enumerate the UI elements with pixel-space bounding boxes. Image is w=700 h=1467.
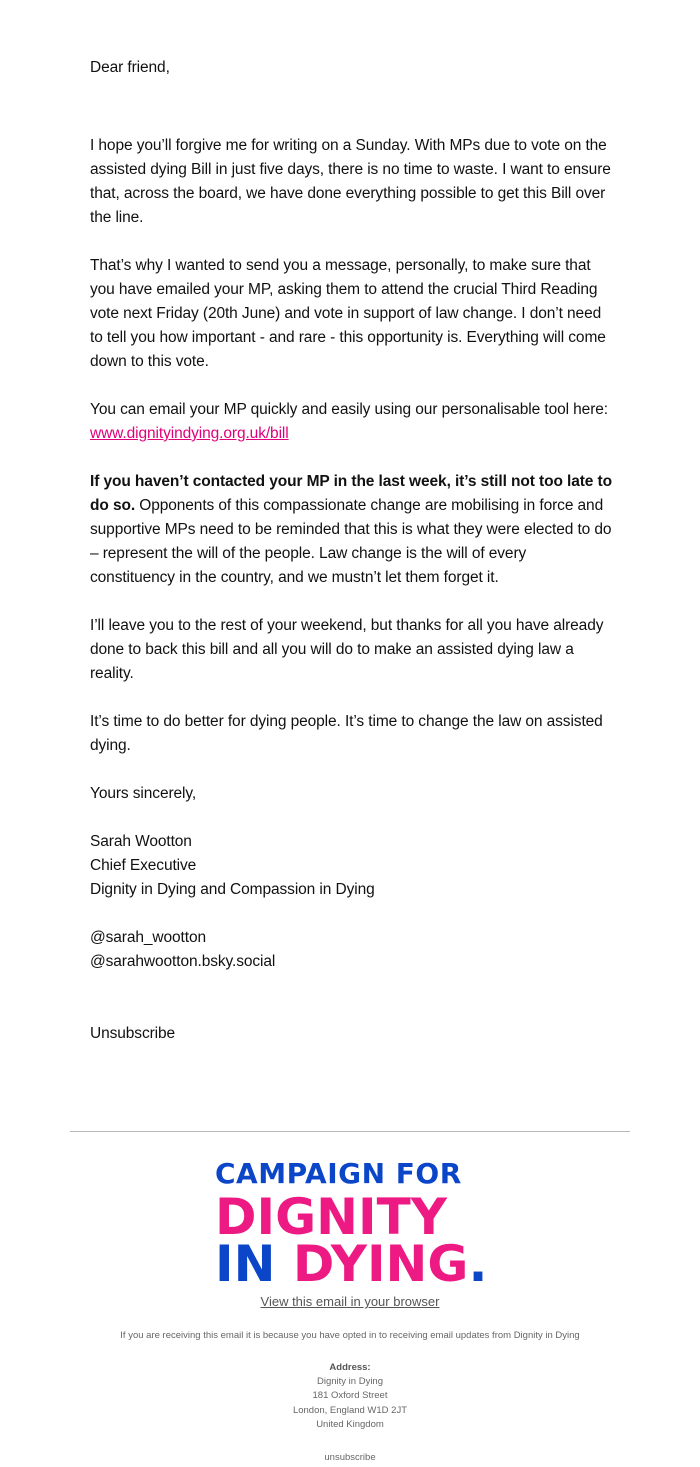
signature-org: Dignity in Dying and Compassion in Dying (90, 881, 375, 898)
footer-divider (70, 1131, 630, 1132)
paragraph-thanks: I’ll leave you to the rest of your weekend, but thanks for all you have already done to back this bill and all you will do to make an assisted dying law a reality. (90, 617, 604, 682)
signature-name: Sarah Wootton (90, 833, 192, 850)
paragraph-tool (90, 398, 615, 446)
paragraph-intro: I hope you’ll forgive me for writing on a Sunday. With MPs due to vote on the assisted dying Bill in just five days, there is no time to waste. I want to ensure that, across the board, we have done everything possible to get this Bill over the line. (90, 137, 611, 226)
postal-address (0, 1361, 700, 1432)
bill-link[interactable]: www.dignityindying.org.uk/bill (90, 425, 289, 442)
urgent-bold-text: If you haven’t contacted your MP in the last week, it’s still not too late to do so. (90, 473, 612, 514)
paragraph-urgent (90, 470, 615, 590)
email-body (90, 56, 615, 1046)
address-line: London, England W1D 2JT (292, 1404, 408, 1416)
logo-word-in: IN (215, 1235, 276, 1293)
urgent-text: Opponents of this compassionate change are mobilising in force and supportive MPs need to be reminded that this is what they were elected to do – represent the will of the people. Law change is the will of every constituency in the country, and we mustn’t let them forget it. (90, 497, 612, 586)
logo-line-dignity: DIGNITY (215, 1188, 447, 1246)
address-line: United Kingdom (316, 1418, 384, 1430)
view-in-browser-link[interactable]: View this email in your browser (260, 1294, 440, 1309)
paragraph-closing: It’s time to do better for dying people. It’s time to change the law on assisted dying. (90, 713, 603, 754)
signature-title: Chief Executive (90, 857, 197, 874)
social-handle-bluesky: @sarahwootton.bsky.social (90, 953, 276, 970)
greeting: Dear friend, (90, 59, 170, 76)
address-line: 181 Oxford Street (312, 1390, 388, 1402)
logo-line-in-dying (215, 1235, 488, 1293)
signoff: Yours sincerely, (90, 785, 197, 802)
logo-dot: . (468, 1235, 488, 1293)
opt-in-notice: If you are receiving this email it is because you have opted in to receiving email updates from Dignity in Dying (120, 1330, 580, 1341)
address-label: Address: (329, 1362, 371, 1373)
logo-line-campaign: CAMPAIGN FOR (215, 1157, 462, 1190)
logo-word-dying: DYING (292, 1235, 469, 1293)
address-line: Dignity in Dying (317, 1376, 383, 1388)
dignity-in-dying-logo (215, 1157, 488, 1293)
unsubscribe-link[interactable]: Unsubscribe (90, 1025, 176, 1042)
paragraph-why: That’s why I wanted to send you a message, personally, to make sure that you have emailed your MP, asking them to attend the crucial Third Reading vote next Friday (20th June) and vote in support of law change. I don’t need to tell you how important - and rare - this opportunity is. Everything will come down to this vote. (90, 257, 606, 370)
tool-text: You can email your MP quickly and easily using our personalisable tool here: (90, 401, 608, 418)
footer-unsubscribe-link[interactable]: unsubscribe (324, 1452, 376, 1463)
social-handle-x: @sarah_wootton (90, 929, 207, 946)
